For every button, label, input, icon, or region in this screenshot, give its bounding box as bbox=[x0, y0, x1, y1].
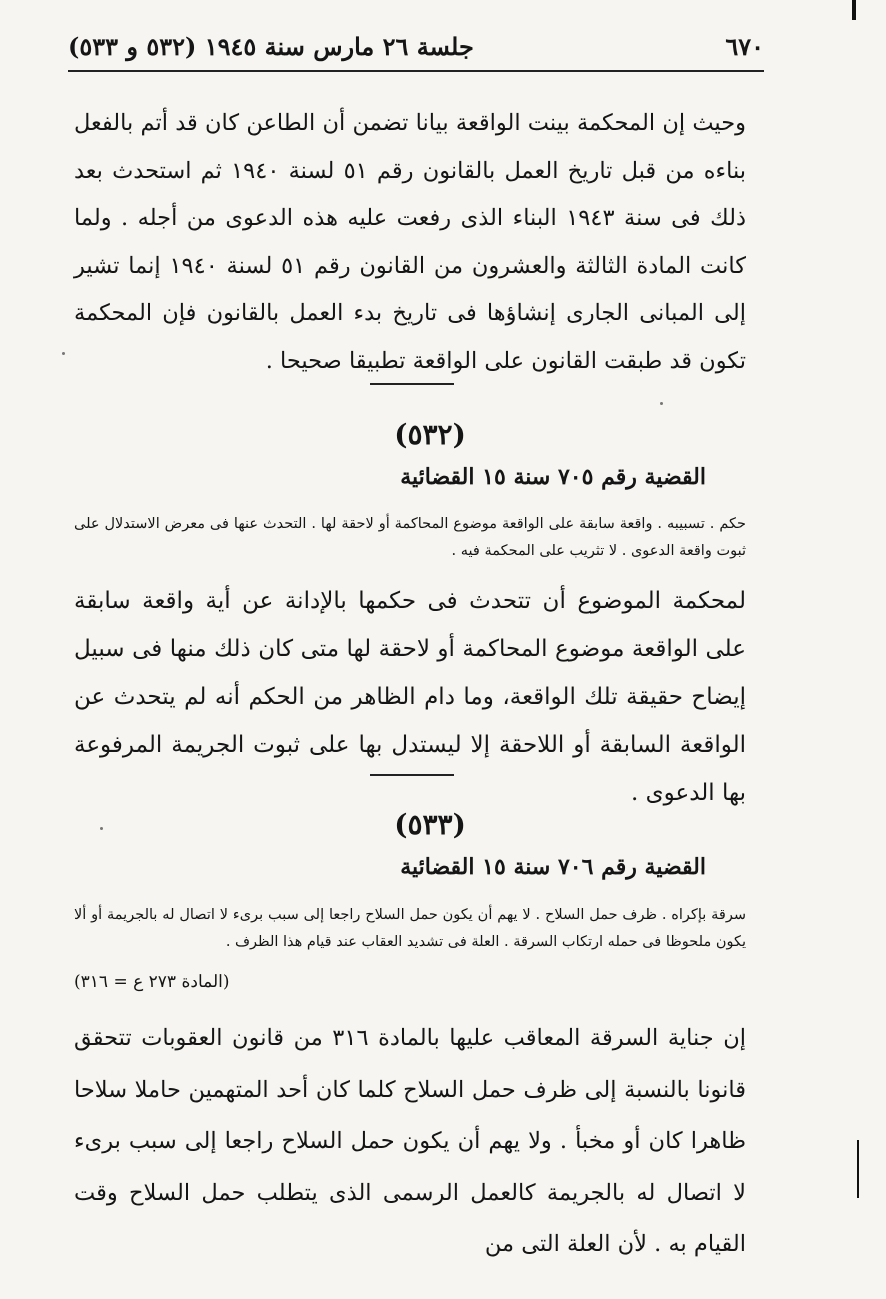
statute-citation-533: (المادة ٢٧٣ ع = ٣١٦) bbox=[74, 972, 230, 992]
page-header bbox=[68, 24, 764, 68]
header-title: جلسة ٢٦ مارس سنة ١٩٤٥ (٥٣٢ و ٥٣٣) bbox=[68, 31, 474, 61]
case-abstract-532: حكم . تسبيبه . واقعة سابقة على الواقعة موضوع المحاكمة أو لاحقة لها . التحدث عنها فى معرض الاستدلال على ثبوت واقعة الدعوى . لا تثريب على المحكمة فيه . bbox=[74, 516, 746, 559]
section-divider bbox=[370, 383, 454, 385]
page-number: ٦٧٠ bbox=[725, 31, 764, 61]
paragraph-opening: وحيث إن المحكمة بينت الواقعة بيانا تضمن أن الطاعن كان قد أتم بالفعل بناءه من قبل تاريخ العمل بالقانون رقم ٥١ لسنة ١٩٤٠ ثم استحدث بعد ذلك فى سنة ١٩٤٣ البناء الذى رفعت عليه هذه الدعوى من أجله . ولما كانت المادة الثالثة والعشرون من القانون رقم ٥١ لسنة ١٩٤٠ إنما تشير إلى المبانى الجارى إنشاؤها فى تاريخ بدء العمل بالقانون فإن المحكمة تكون قد طبقت القانون على الواقعة تطبيقا صحيحا . bbox=[74, 110, 746, 374]
scan-speck bbox=[100, 827, 103, 830]
scan-speck bbox=[62, 352, 65, 355]
case-abstract-533: سرقة بإكراه . ظرف حمل السلاح . لا يهم أن يكون حمل السلاح راجعا إلى سبب برىء لا اتصال له بالجريمة أو ألا يكون ملحوظا فى حمله ارتكاب السرقة . العلة فى تشديد العقاب عند قيام هذا الظرف . bbox=[74, 907, 746, 950]
scan-edge-mark bbox=[852, 0, 856, 20]
scan-edge-mark bbox=[857, 1140, 859, 1198]
header-rule bbox=[68, 70, 764, 72]
case-body-533: إن جناية السرقة المعاقب عليها بالمادة ٣١٦ من قانون العقوبات تتحقق قانونا بالنسبة إلى ظرف حمل السلاح كلما كان أحد المتهمين حاملا سلاحا ظاهرا كان أو مخبأ . ولا يهم أن يكون حمل السلاح راجعا إلى سبب برىء لا اتصال له بالجريمة كالعمل الرسمى الذى يتطلب حمل السلاح وقت القيام به . لأن العلة التى من bbox=[74, 1025, 746, 1257]
case-reference-532: القضية رقم ٧٠٥ سنة ١٥ القضائية bbox=[400, 464, 706, 490]
case-reference-533: القضية رقم ٧٠٦ سنة ١٥ القضائية bbox=[400, 854, 706, 880]
case-body-532: لمحكمة الموضوع أن تتحدث فى حكمها بالإدانة عن أية واقعة سابقة على الواقعة موضوع المحاكمة أو لاحقة لها متى كان ذلك منها فى سبيل إيضاح حقيقة تلك الواقعة، وما دام الظاهر من الحكم أنه لم يتحدث عن الواقعة السابقة أو اللاحقة إلا ليستدل بها على ثبوت الجريمة المرفوعة بها الدعوى . bbox=[74, 588, 746, 806]
case-number-532: (٥٣٢) bbox=[394, 418, 466, 451]
scan-speck bbox=[660, 402, 663, 405]
section-divider bbox=[370, 774, 454, 776]
case-number-533: (٥٣٣) bbox=[394, 808, 466, 841]
